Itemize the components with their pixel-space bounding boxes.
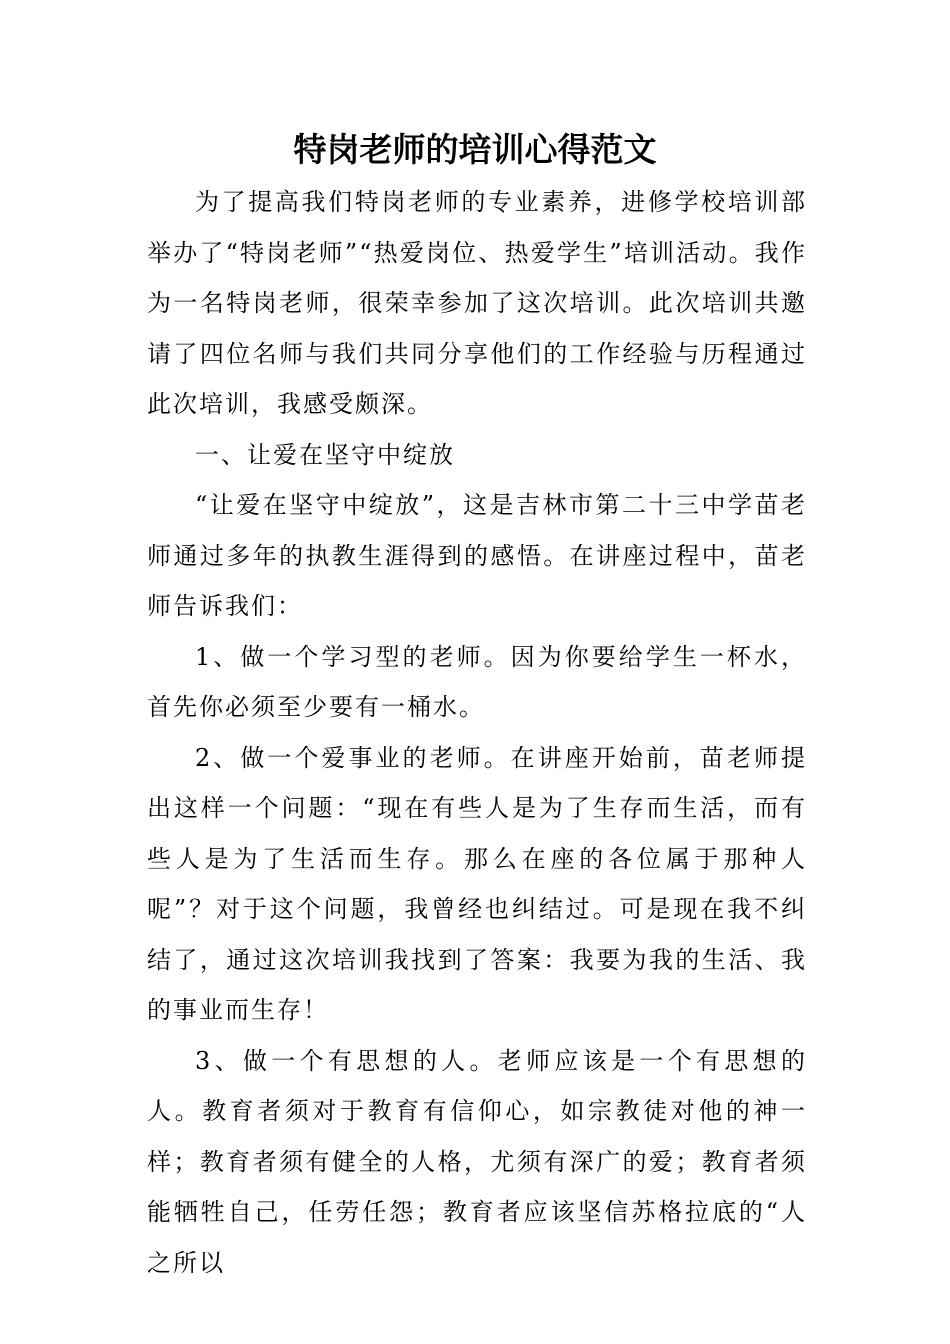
paragraph-point-1: 1、做一个学习型的老师。因为你要给学生一杯水，首先你必须至少要有一桶水。 [147,642,807,721]
document-title: 特岗老师的培训心得范文 [293,130,657,169]
paragraph-point-2: 2、做一个爱事业的老师。在讲座开始前，苗老师提出这样一个问题：“现在有些人是为了生存而生活，而有些人是为了生活而生存。那么在座的各位属于那种人呢”？对于这个问题，我曾经也纠结过。可是现在我不纠结了，通过这次培训我找到了答案：我要为我的生活、我的事业而生存！ [147,743,807,1024]
section-heading-1: 一、让爱在坚守中绽放 [195,440,455,469]
document-body [147,177,807,1288]
paragraph-intro: 为了提高我们特岗老师的专业素养，进修学校培训部举办了“特岗老师”“热爱岗位、热爱学生”培训活动。我作为一名特岗老师，很荣幸参加了这次培训。此次培训共邀请了四位名师与我们共同分享他们的工作经验与历程通过此次培训，我感受颇深。 [147,188,807,418]
paragraph-quote: “让爱在坚守中绽放”，这是吉林市第二十三中学苗老师通过多年的执教生涯得到的感悟。在讲座过程中，苗老师告诉我们： [147,491,807,620]
paragraph-point-3: 3、做一个有思想的人。老师应该是一个有思想的人。教育者须对于教育有信仰心，如宗教徒对他的神一样；教育者须有健全的人格，尤须有深广的爱；教育者须能牺牲自己，任劳任怨；教育者应该坚信苏格拉底的“人之所以 [147,1046,807,1277]
